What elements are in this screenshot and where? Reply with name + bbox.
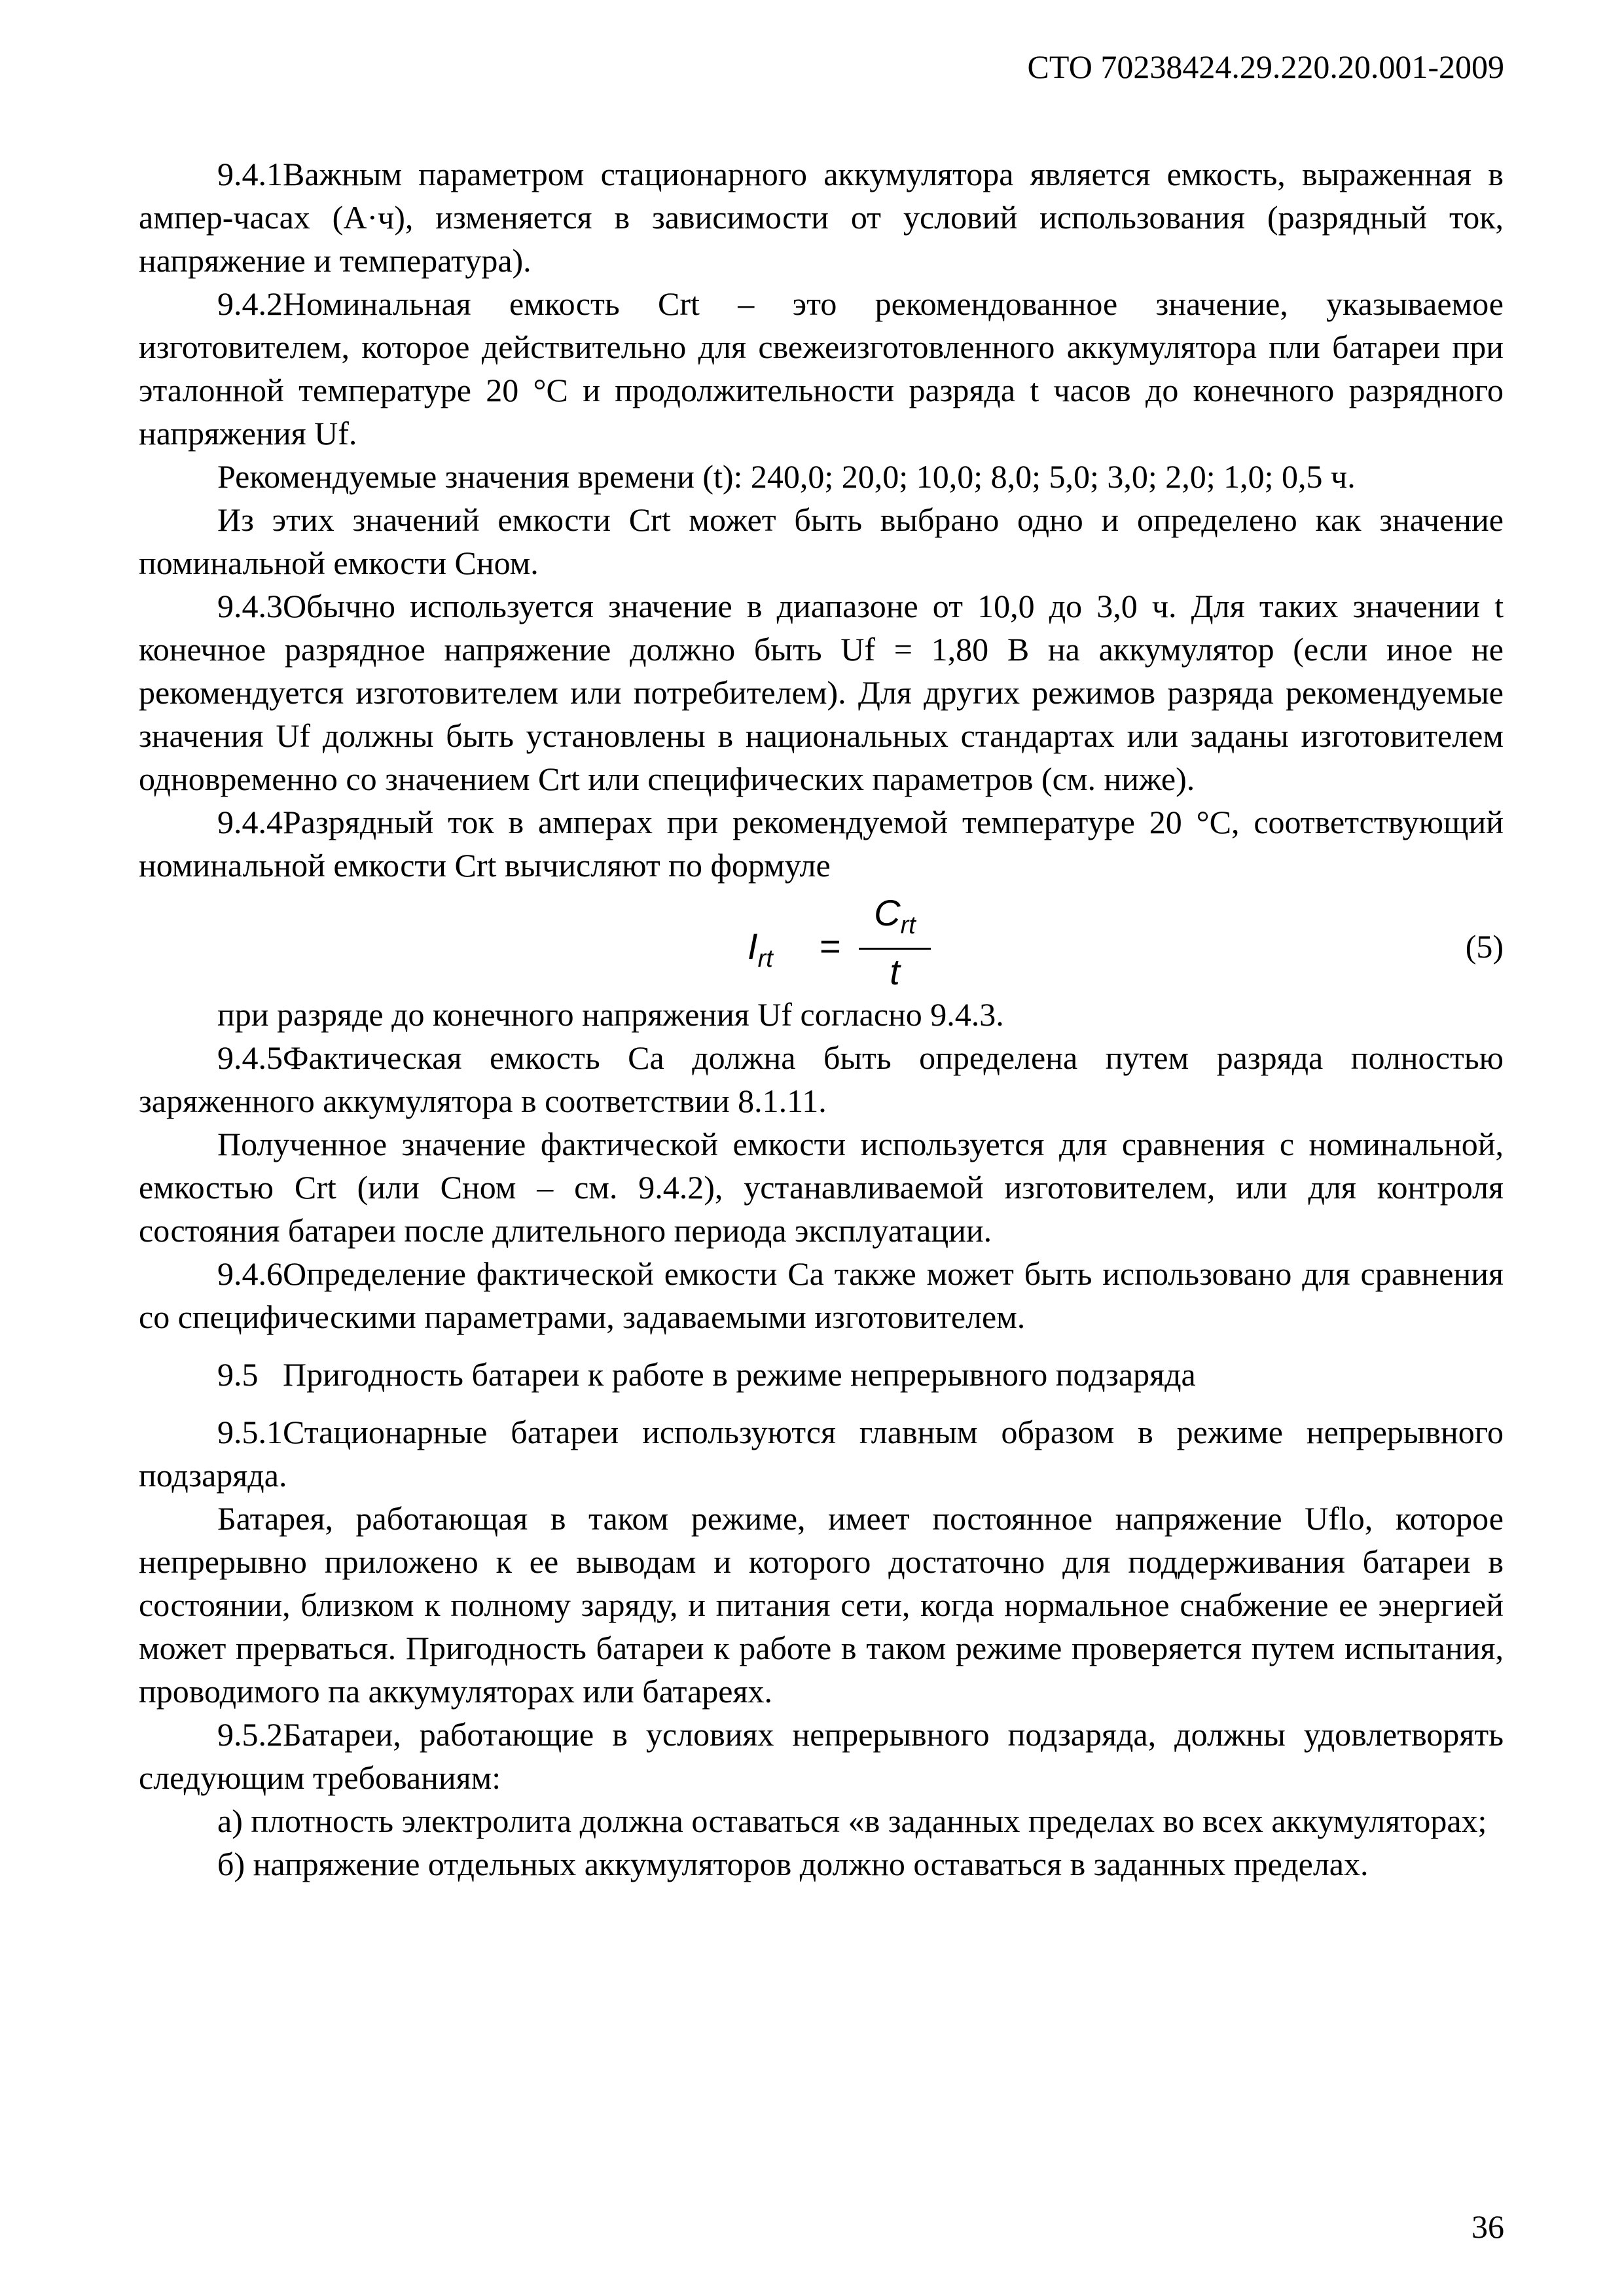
page-number: 36	[1471, 2208, 1504, 2245]
body-text	[139, 152, 1512, 1886]
section-heading-9-5: 9.5 Пригодность батареи к работе в режиме непрерывного подзаряда	[217, 1356, 1196, 1393]
paragraph-9-4-4: 9.4.4Разрядный ток в амперах при рекомендуемой температуре 20 °С, соответствующий номинальной емкости Crt вычисляют по формуле	[139, 804, 1512, 884]
paragraph-float-voltage: Батарея, работающая в таком режиме, имеет постоянное напряжение Uflo, которое непрерывно приложено к ее выводам и которого достаточно для поддерживания батареи в состоянии, близком к полному заряду, и питания сети, когда нормальное снабжение ее энергией может прерваться. Пригодность батареи к работе в таком режиме проверяется путем испытания, проводимого па аккумуляторах или батареях.	[139, 1500, 1512, 1710]
paragraph-recommended-times: Рекомендуемые значения времени (t): 240,0; 20,0; 10,0; 8,0; 5,0; 3,0; 2,0; 1,0; 0,5 ч.	[217, 458, 1356, 495]
document-code-header: СТО 70238424.29.220.20.001-2009	[1027, 48, 1504, 85]
paragraph-9-4-6: 9.4.6Определение фактической емкости Са также может быть использовано для сравнения со специфическими параметрами, задаваемыми изготовителем.	[139, 1255, 1512, 1335]
formula-5	[139, 892, 1504, 993]
paragraph-actual-capacity-use: Полученное значение фактической емкости используется для сравнения с номинальной, емкостью Crt (или Сном – см. 9.4.2), устанавливаемой изготовителем, или для контроля состояния батареи после длительного периода эксплуатации.	[139, 1126, 1512, 1249]
paragraph-9-5-2: 9.5.2Батареи, работающие в условиях непрерывного подзаряда, должны удовлетворять следующим требованиям:	[139, 1716, 1512, 1796]
paragraph-9-4-3: 9.4.3Обычно используется значение в диапазоне от 10,0 до 3,0 ч. Для таких значении t конечное разрядное напряжение должно быть Uf = 1,80 В на аккумулятор (если иное не рекомендуется изготовителем или потребителем). Для других режимов разряда рекомендуемые значения Uf должны быть установлены в национальных стандартах или заданы изготовителем одновременно со значением Crt или специфических параметров (см. ниже).	[139, 588, 1512, 797]
paragraph-nominal-capacity-choice: Из этих значений емкости Crt может быть выбрано одно и определено как значение поминальной емкости Сном.	[139, 501, 1512, 581]
formula-lhs: $I_{rt}$	[748, 925, 773, 973]
formula-numerator: $C_{rt}$	[874, 892, 916, 940]
formula-denominator: t	[890, 951, 900, 993]
formula-fraction	[859, 892, 931, 993]
fraction-bar	[859, 948, 931, 950]
paragraph-9-4-2: 9.4.2Номинальная емкость Crt – это рекомендованное значение, указываемое изготовителем, которое действительно для свежеизготовленного аккумулятора пли батареи при эталонной температуре 20 °С и продолжительности разряда t часов до конечного разрядного напряжения Uf.	[139, 285, 1512, 452]
paragraph-discharge-to-final-voltage: при разряде до конечного напряжения Uf согласно 9.4.3.	[217, 996, 1004, 1033]
formula-number: (5)	[1465, 928, 1504, 965]
formula-equals-sign: =	[820, 925, 841, 967]
paragraph-9-5-1: 9.5.1Стационарные батареи используются главным образом в режиме непрерывного подзаряда.	[139, 1414, 1512, 1494]
list-item-b: б) напряжение отдельных аккумуляторов должно оставаться в заданных пределах.	[217, 1846, 1369, 1882]
paragraph-9-4-5: 9.4.5Фактическая емкость Са должна быть определена путем разряда полностью заряженного аккумулятора в соответствии 8.1.11.	[139, 1039, 1512, 1119]
paragraph-9-4-1: 9.4.1Важным параметром стационарного аккумулятора является емкость, выраженная в ампер-часах (А·ч), изменяется в зависимости от условий использования (разрядный ток, напряжение и температура).	[139, 156, 1512, 279]
list-item-a: а) плотность электролита должна оставаться «в заданных пределах во всех аккумуляторах;	[217, 1803, 1487, 1839]
